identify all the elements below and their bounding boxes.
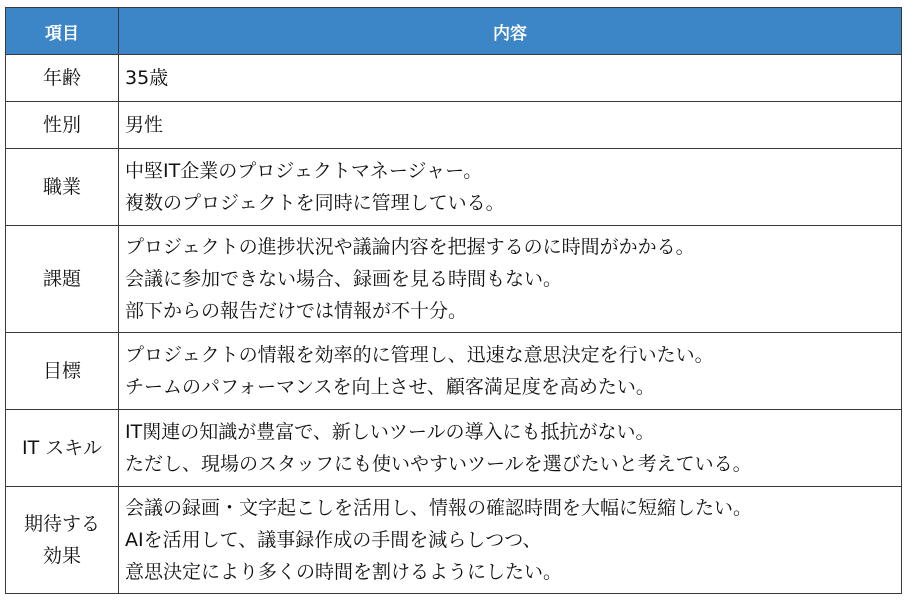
row-content-gender [119, 102, 902, 149]
content-line: プロジェクトの情報を効率的に管理し、迅速な意思決定を行いたい。 [125, 344, 714, 366]
persona-table [5, 7, 902, 594]
content-line: 部下からの報告だけでは情報が不十分。 [125, 300, 468, 322]
content-line: 会議に参加できない場合、録画を見る時間もない。 [125, 268, 563, 290]
label-line: 効果 [42, 545, 81, 567]
row-content-issues [119, 226, 902, 333]
row-label-gender: 性別 [6, 102, 119, 149]
content-line: 35歳 [125, 67, 169, 89]
table-row-occupation [6, 149, 902, 226]
content-line: チームのパフォーマンスを向上させ、顧客満足度を高めたい。 [125, 376, 655, 398]
content-line: AIを活用して、議事録作成の手間を減らしつつ、 [125, 529, 542, 551]
row-content-goals [119, 333, 902, 410]
content-line: 中堅IT企業のプロジェクトマネージャー。 [125, 160, 483, 182]
table-row-expected-effect [6, 487, 902, 594]
row-content-age [119, 55, 902, 102]
header-row [6, 8, 902, 55]
row-label-goals: 目標 [6, 333, 119, 410]
content-line: ただし、現場のスタッフにも使いやすいツールを選びたいと考えている。 [125, 453, 752, 475]
table-row-issues [6, 226, 902, 333]
row-content-occupation [119, 149, 902, 226]
table-row-goals [6, 333, 902, 410]
content-line: 会議の録画・文字起こしを活用し、情報の確認時間を大幅に短縮したい。 [125, 497, 753, 519]
row-label-expected-effect [6, 487, 119, 594]
content-line: 意思決定により多くの時間を割けるようにしたい。 [125, 561, 563, 583]
content-line: IT関連の知識が豊富で、新しいツールの導入にも抵抗がない。 [125, 421, 655, 443]
row-label-occupation: 職業 [6, 149, 119, 226]
header-item: 項目 [6, 8, 119, 55]
row-content-it-skill [119, 410, 902, 487]
label-line: 期待する [23, 513, 100, 535]
content-line: 複数のプロジェクトを同時に管理している。 [125, 192, 505, 214]
table-row-it-skill [6, 410, 902, 487]
row-label-it-skill: IT スキル [6, 410, 119, 487]
header-content: 内容 [119, 8, 902, 55]
content-line: 男性 [125, 114, 164, 136]
row-label-issues: 課題 [6, 226, 119, 333]
table-row-gender [6, 102, 902, 149]
content-line: プロジェクトの進捗状況や議論内容を把握するのに時間がかかる。 [125, 236, 695, 258]
row-label-age: 年齢 [6, 55, 119, 102]
table-row-age [6, 55, 902, 102]
row-content-expected-effect [119, 487, 902, 594]
